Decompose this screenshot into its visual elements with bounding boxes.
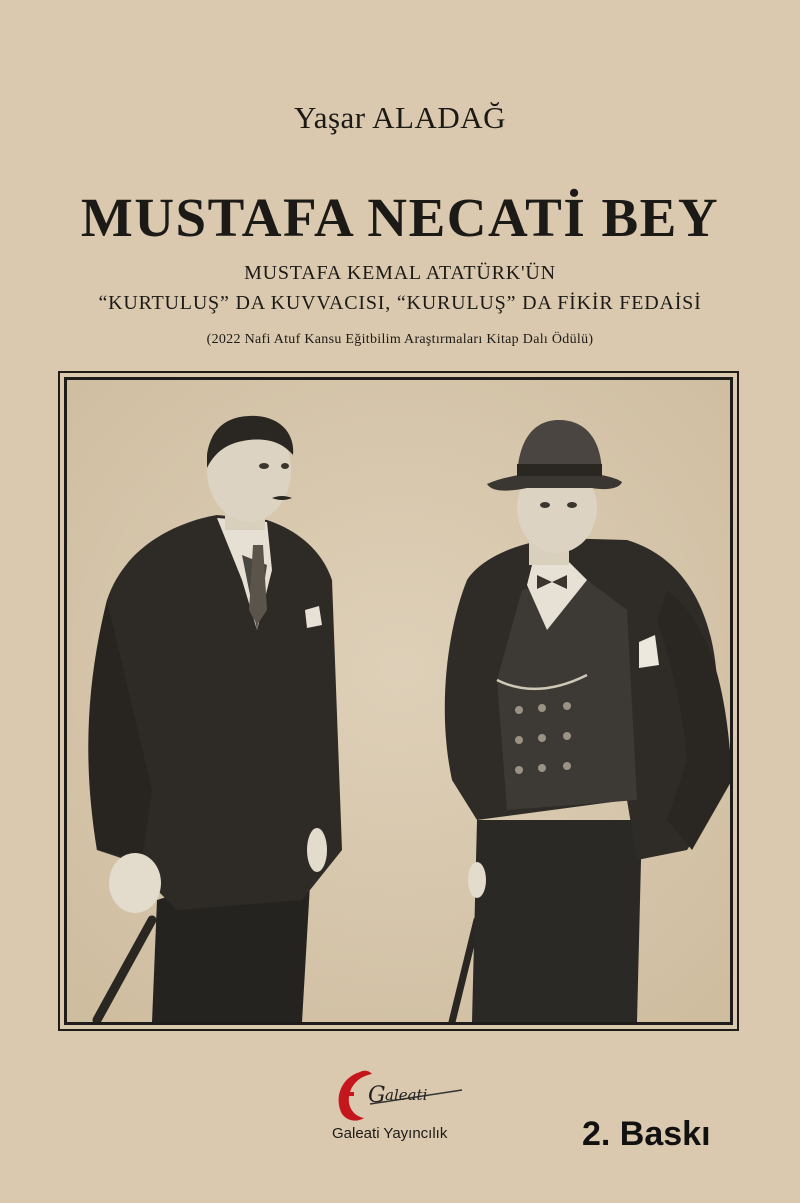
- historical-photo: [67, 380, 730, 1022]
- award-note: (2022 Nafi Atuf Kansu Eğitbilim Araştırmaları Kitap Dalı Ödülü): [206, 332, 594, 347]
- logo-swoosh-icon: [339, 1071, 372, 1121]
- author-name: Yaşar ALADAĞ: [293, 100, 507, 135]
- subtitle-line-1: MUSTAFA KEMAL ATATÜRK'ÜN: [244, 262, 556, 284]
- subtitle-line-2: “KURTULUŞ” DA KUVVACISI, “KURULUŞ” DA FİKİR FEDAİSİ: [98, 292, 702, 314]
- publisher-name: Galeati Yayıncılık: [332, 1125, 448, 1142]
- svg-text:aleati: aleati: [385, 1086, 428, 1104]
- svg-text:G: G: [368, 1083, 386, 1108]
- book-title: MUSTAFA NECATİ BEY: [80, 187, 720, 248]
- edition-label: 2. Baskı: [582, 1115, 711, 1153]
- publisher-logo: [330, 1064, 480, 1126]
- photo-frame: [64, 377, 733, 1025]
